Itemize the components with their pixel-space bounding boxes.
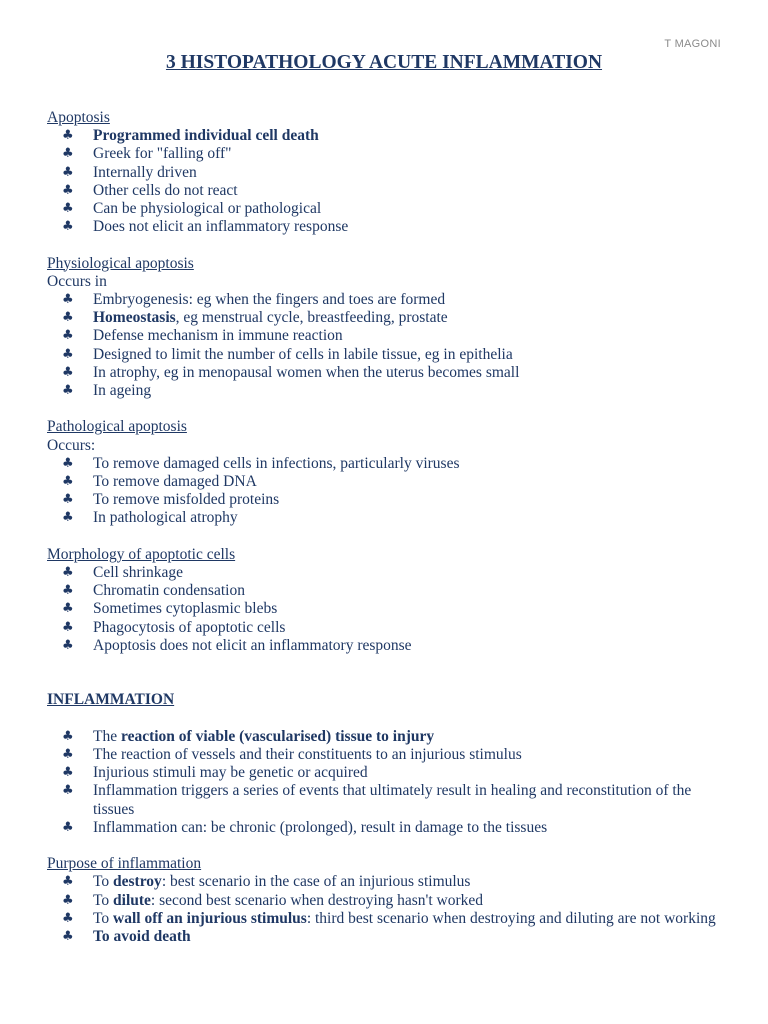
item-text: , eg menstrual cycle, breastfeeding, prostate [175,309,448,327]
item-text: Inflammation triggers a series of events that ultimately result in healing and reconstitution of the tissues [93,782,692,818]
list-item [47,819,727,837]
item-text: The reaction of vessels and their constituents to an injurious stimulus [93,746,522,764]
list-item [47,764,727,782]
club-icon: ♣ [62,637,74,653]
item-text: Defense mechanism in immune reaction [93,327,343,345]
club-icon: ♣ [62,201,74,217]
list-item [47,382,727,400]
club-icon: ♣ [62,383,74,399]
list-item [47,873,727,891]
club-icon: ♣ [62,929,74,945]
list-item [47,200,727,218]
item-text: Does not elicit an inflammatory response [93,218,349,236]
item-text: The [93,727,121,745]
list-item [47,782,727,818]
club-icon: ♣ [62,565,74,581]
bold-text: dilute [113,891,151,909]
list-item [47,746,727,764]
item-text: Inflammation can: be chronic (prolonged), result in damage to the tissues [93,818,548,836]
bold-text: destroy [113,873,162,891]
bullet-list [47,455,727,528]
list-item [47,582,727,600]
club-icon: ♣ [62,874,74,890]
item-text: Internally driven [93,163,197,181]
club-icon: ♣ [62,583,74,599]
bullet-list [47,127,727,236]
list-item [47,309,727,327]
item-text: In atrophy, eg in menopausal women when the uterus becomes small [93,363,520,381]
list-item [47,637,727,655]
section-inflammation [47,691,727,837]
club-icon: ♣ [62,910,74,926]
list-item [47,564,727,582]
bold-text: wall off an injurious stimulus [113,909,307,927]
list-item [47,145,727,163]
club-icon: ♣ [62,292,74,308]
item-text: Apoptosis does not elicit an inflammatory response [93,636,412,654]
section-pathological-apoptosis [47,418,727,527]
club-icon: ♣ [62,328,74,344]
bullet-list [47,873,727,946]
item-text: : best scenario in the case of an injurious stimulus [161,873,471,891]
bullet-list [47,564,727,655]
club-icon: ♣ [62,601,74,617]
club-icon: ♣ [62,219,74,235]
club-icon: ♣ [62,747,74,763]
item-text: To [93,909,114,927]
item-text: Phagocytosis of apoptotic cells [93,618,286,636]
list-item [47,346,727,364]
bold-text: reaction of viable (vascularised) tissue to injury [120,727,435,745]
club-icon: ♣ [62,128,74,144]
section-heading: Purpose of inflammation [47,855,202,873]
document-body [47,109,727,946]
section-heading: Pathological apoptosis [47,418,187,436]
item-text: Designed to limit the number of cells in labile tissue, eg in epithelia [93,345,513,363]
section-purpose-of-inflammation [47,855,727,946]
club-icon: ♣ [62,728,74,744]
list-item [47,327,727,345]
bullet-list [47,728,727,837]
section-heading: Apoptosis [47,109,110,126]
list-item [47,291,727,309]
club-icon: ♣ [62,619,74,635]
list-item [47,218,727,236]
list-item [47,164,727,182]
club-icon: ♣ [62,182,74,198]
list-item [47,364,727,382]
item-text: Greek for "falling off" [93,145,232,163]
item-text: Can be physiological or pathological [93,200,322,218]
section-heading: Morphology of apoptotic cells [47,545,236,563]
item-text: Other cells do not react [93,181,238,199]
item-text: To remove damaged cells in infections, particularly viruses [93,454,460,472]
list-item [47,892,727,910]
bold-text: Homeostasis [93,309,176,327]
club-icon: ♣ [62,455,74,471]
item-text: In ageing [93,382,152,400]
section-morphology [47,546,727,655]
section-physiological-apoptosis [47,255,727,401]
club-icon: ♣ [62,474,74,490]
list-item [47,910,727,928]
section-heading: INFLAMMATION [47,691,175,709]
club-icon: ♣ [62,492,74,508]
list-item [47,455,727,473]
list-item [47,928,727,946]
list-item [47,509,727,527]
club-icon: ♣ [62,783,74,799]
section-intro: Occurs in [47,272,107,290]
list-item [47,473,727,491]
section-heading: Physiological apoptosis [47,254,194,272]
club-icon: ♣ [62,510,74,526]
section-apoptosis [47,109,727,236]
club-icon: ♣ [62,892,74,908]
list-item [47,600,727,618]
section-intro: Occurs: [47,436,96,454]
bold-text: To avoid death [93,928,191,946]
bold-text: Programmed individual cell death [93,127,319,145]
item-text: To [93,891,114,909]
item-text: Chromatin condensation [93,582,245,600]
club-icon: ♣ [62,310,74,326]
club-icon: ♣ [62,364,74,380]
list-item [47,728,727,746]
author-name: T MAGONI [664,38,721,50]
list-item [47,182,727,200]
item-text: To [93,873,114,891]
club-icon: ♣ [62,164,74,180]
list-item [47,491,727,509]
club-icon: ♣ [62,765,74,781]
item-text: : third best scenario when destroying and diluting are not working [306,909,716,927]
list-item [47,127,727,145]
item-text: Embryogenesis: eg when the fingers and toes are formed [93,291,446,309]
item-text: Injurious stimuli may be genetic or acquired [93,764,368,782]
item-text: In pathological atrophy [93,509,238,527]
item-text: Cell shrinkage [93,564,183,582]
item-text: Sometimes cytoplasmic blebs [93,600,278,618]
club-icon: ♣ [62,146,74,162]
item-text: To remove damaged DNA [93,473,257,491]
bullet-list [47,291,727,400]
page-title: 3 HISTOPATHOLOGY ACUTE INFLAMMATION [165,52,603,73]
item-text: : second best scenario when destroying hasn't worked [150,891,484,909]
club-icon: ♣ [62,819,74,835]
list-item [47,619,727,637]
item-text: To remove misfolded proteins [93,491,280,509]
club-icon: ♣ [62,346,74,362]
